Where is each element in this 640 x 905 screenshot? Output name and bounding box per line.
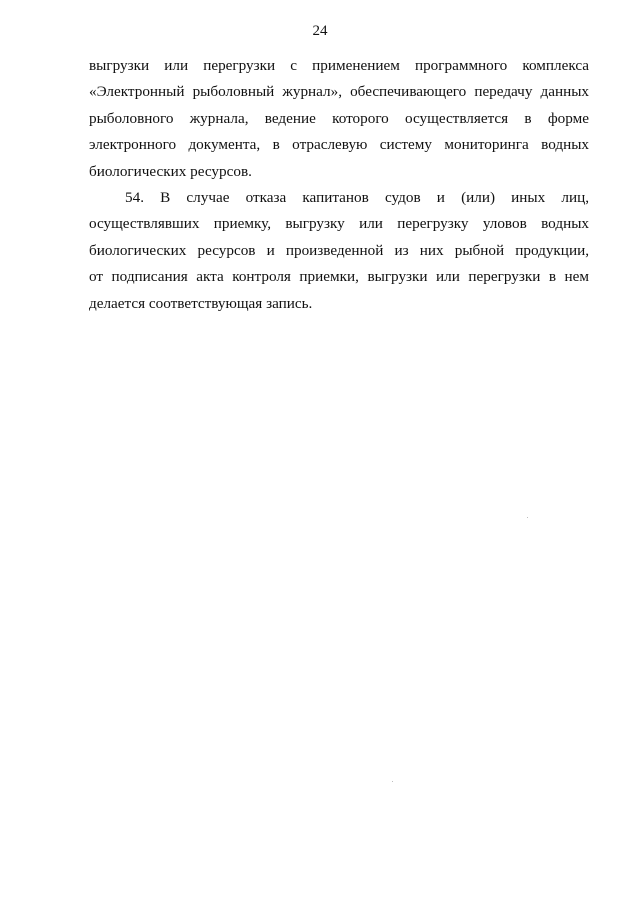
text-line: осуществлявших приемку, выгрузку или перегрузку уловов водных bbox=[89, 215, 589, 233]
text-line: делается соответствующая запись. bbox=[89, 294, 313, 312]
text-line: биологических ресурсов. bbox=[89, 162, 252, 180]
text-line: от подписания акта контроля приемки, выгрузки или перегрузки в нем bbox=[89, 268, 589, 286]
scan-speck bbox=[392, 781, 393, 782]
text-line: 54. В случае отказа капитанов судов и (или) иных лиц, bbox=[125, 188, 589, 206]
text-line: биологических ресурсов и произведенной из них рыбной продукции, bbox=[89, 241, 589, 259]
text-line: электронного документа, в отраслевую систему мониторинга водных bbox=[89, 136, 589, 154]
paragraph-continuation bbox=[89, 53, 589, 185]
text-line: выгрузки или перегрузки с применением программного комплекса bbox=[89, 57, 589, 74]
page-number: 24 bbox=[312, 23, 328, 39]
text-line: «Электронный рыболовный журнал», обеспечивающего передачу данных bbox=[89, 83, 589, 101]
paragraph-54 bbox=[89, 185, 589, 317]
text-line: рыболовного журнала, ведение которого осуществляется в форме bbox=[89, 109, 589, 127]
document-body bbox=[89, 53, 589, 317]
scan-speck bbox=[527, 517, 528, 518]
